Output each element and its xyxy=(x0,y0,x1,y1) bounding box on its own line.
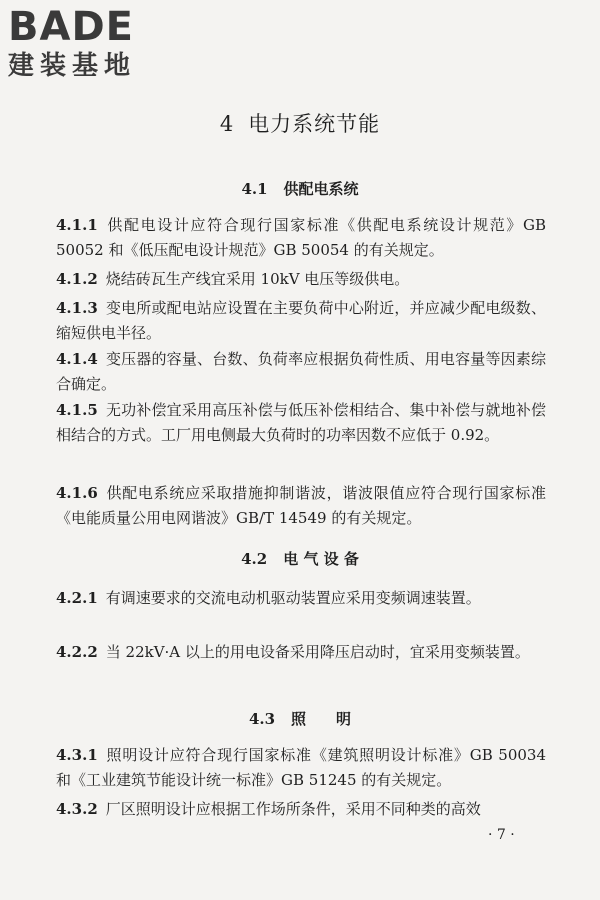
chapter-number: 4 xyxy=(219,112,235,136)
clause-paragraph xyxy=(56,296,546,346)
section-heading xyxy=(0,708,600,729)
clause-paragraph xyxy=(56,640,546,665)
clause-text: 变电所或配电站应设置在主要负荷中心附近，并应减少配电级数、缩短供电半径。 xyxy=(56,299,546,342)
clause-text: 当 22kV·A 以上的用电设备采用降压启动时，宜采用变频装置。 xyxy=(105,643,530,661)
clause-number: 4.1.1 xyxy=(56,216,98,234)
clause-text: 无功补偿宜采用高压补偿与低压补偿相结合、集中补偿与就地补偿相结合的方式。工厂用电侧最大负荷时的功率因数不应低于 0.92。 xyxy=(56,401,546,444)
clause-text: 变压器的容量、台数、负荷率应根据负荷性质、用电容量等因素综合确定。 xyxy=(56,350,546,393)
clause-paragraph xyxy=(56,586,546,611)
clause-text: 烧结砖瓦生产线宜采用 10kV 电压等级供电。 xyxy=(105,270,410,288)
clause-paragraph xyxy=(56,797,546,822)
section-heading xyxy=(0,548,600,569)
clause-text: 有调速要求的交流电动机驱动装置应采用变频调速装置。 xyxy=(105,589,481,607)
clause-number: 4.1.6 xyxy=(56,484,98,502)
clause-paragraph xyxy=(56,743,546,793)
clause-number: 4.3.1 xyxy=(56,746,98,764)
section-number: 4.3 xyxy=(248,710,276,728)
logo-word: BADE xyxy=(8,4,134,50)
section-title: 供配电系统 xyxy=(283,180,359,198)
section-number: 4.1 xyxy=(241,180,268,198)
clause-number: 4.1.4 xyxy=(56,350,98,368)
clause-paragraph xyxy=(56,398,546,448)
chapter-heading xyxy=(0,108,600,138)
clause-number: 4.2.1 xyxy=(56,589,98,607)
clause-number: 4.1.3 xyxy=(56,299,98,317)
logo xyxy=(8,4,178,82)
clause-text: 照明设计应符合现行国家标准《建筑照明设计标准》GB 50034 和《工业建筑节能设计统一标准》GB 51245 的有关规定。 xyxy=(56,746,546,789)
clause-number: 4.2.2 xyxy=(56,643,98,661)
clause-number: 4.1.2 xyxy=(56,270,98,288)
logo-subtitle: 建装基地 xyxy=(8,51,137,81)
clause-paragraph xyxy=(56,267,546,292)
section-number: 4.2 xyxy=(241,550,268,568)
clause-number: 4.3.2 xyxy=(56,800,98,818)
section-title: 电 气 设 备 xyxy=(283,550,359,568)
clause-text: 供配电系统应采取措施抑制谐波，谐波限值应符合现行国家标准《电能质量公用电网谐波》GB/T 14549 的有关规定。 xyxy=(56,484,546,527)
clause-text: 供配电设计应符合现行国家标准《供配电系统设计规范》GB 50052 和《低压配电设计规范》GB 50054 的有关规定。 xyxy=(56,216,546,259)
chapter-title: 电力系统节能 xyxy=(248,112,381,136)
clause-text: 厂区照明设计应根据工作场所条件，采用不同种类的高效 xyxy=(105,800,481,818)
clause-paragraph xyxy=(56,213,546,263)
clause-number: 4.1.5 xyxy=(56,401,98,419)
clause-paragraph xyxy=(56,481,546,531)
page-number: · 7 · xyxy=(488,827,515,843)
section-title: 照 明 xyxy=(291,710,352,728)
section-heading xyxy=(0,178,600,199)
clause-paragraph xyxy=(56,347,546,397)
